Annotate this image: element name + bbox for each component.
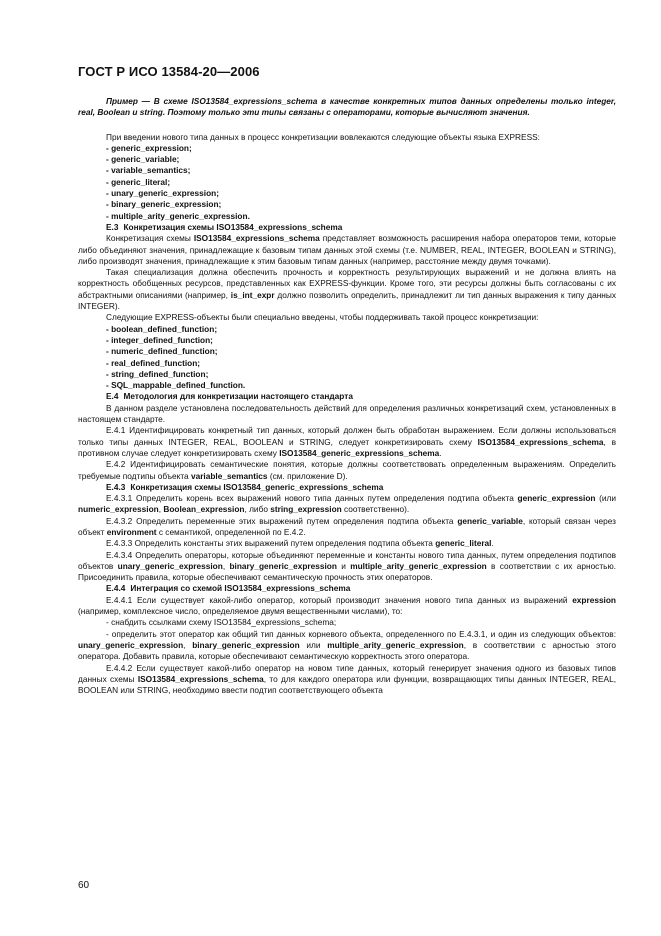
section-heading-e4: E.4 Методология для конкретизации настоящего стандарта xyxy=(106,391,353,402)
example-lead: Пример — xyxy=(106,96,154,106)
example-note xyxy=(78,96,616,119)
list-item: - unary_generic_expression; xyxy=(106,188,219,199)
list-item: - generic_variable; xyxy=(106,154,180,165)
e4-1-paragraph: E.4.1 Идентифицировать конкретный тип данных, который должен быть обработан выражением. Если должны использоваться только типы данных INTEGER, REAL, BOOLEAN и STRING, следует конкретизировать схему ISO13584_expressions_schema, в противном случае следует конкретизировать схему ISO13584_generic_expressions_schema. xyxy=(78,425,616,458)
e4-4-1-list-item-1: - снабдить ссылками схему ISO13584_expressions_schema; xyxy=(106,617,337,628)
e4-4-2-paragraph: E.4.4.2 Если существует какой-либо оператор на новом типе данных, который генерирует значения одного из базовых типов данных схемы ISO13584_expressions_schema, то для каждого оператора или функции, возвращающих типы данных INTEGER, REAL, BOOLEAN или STRING, необходимо ввести подтип соответствующего объекта xyxy=(78,662,617,696)
e4-paragraph-1: В данном разделе установлена последовательность действий для определения различных конкретизаций схем, установленных в настоящем стандарте. xyxy=(78,402,616,425)
list-item: - real_defined_function; xyxy=(106,357,201,368)
list-item: - string_defined_function; xyxy=(106,368,209,379)
e4-3-4-paragraph: E.4.3.4 Определить операторы, которые объединяют переменные и константы нового типа данных, путем определения подтипов объектов unary_generic_expression, binary_generic_expression и multiple_arity_generic_expression в соответствии с их арностью. Присоединить правила, которые обеспечивают семантическую прочность этих операторов. xyxy=(78,549,616,583)
list-item: - multiple_arity_generic_expression. xyxy=(106,210,250,221)
example-text: В схеме ISO13584_expressions_schema в качестве конкретных типов данных определены только integer, real, Boolean и string. Поэтому только эти типы связаны с операторами, которые вычисляют значения. xyxy=(78,96,616,118)
express-objects-list xyxy=(78,143,616,222)
e3-paragraph-2: Такая специализация должна обеспечить прочность и корректность результирующих выражений и не должна влиять на корректность обобщенных ресурсов, представленных как EXPRESS-функции. Кроме того, эти ресурсы должны быть согласованы с их абстрактными описаниями (например, is_int_expr должно позволить определить, принадлежит ли тип данных выражения к типу данных INTEGER). xyxy=(78,267,616,312)
e4-3-1-paragraph: E.4.3.1 Определить корень всех выражений нового типа данных путем определения подтипа объекта generic_expression (или numeric_expression, Boolean_expression, либо string_expression соответственно). xyxy=(78,493,616,515)
intro-paragraph: При введении нового типа данных в процесс конкретизации вовлекаются следующие объекты языка EXPRESS: xyxy=(106,131,540,142)
section-heading-e4-4: E.4.4 Интеграция со схемой ISO13584_expressions_schema xyxy=(106,583,351,594)
list-item: - numeric_defined_function; xyxy=(106,346,218,357)
defined-functions-list xyxy=(78,324,616,392)
section-heading-e3: E.3 Конкретизация схемы ISO13584_expressions_schema xyxy=(106,221,343,232)
list-item: - generic_literal; xyxy=(106,176,171,187)
e3-paragraph-1: Конкретизация схемы ISO13584_expressions_schema представляет возможность расширения набора операторов теми, которые либо объединяют значения, принадлежащие к базовым типам данных этой схемы (т.е. NUMBER, REAL, INTEGER, BOOLEAN и STRING), либо производят значения, принадлежащие к этим базовым типам данных (например, расстояние между двумя точками). xyxy=(78,233,616,266)
section-heading-e4-3: E.4.3 Конкретизация схемы ISO13584_generic_expressions_schema xyxy=(106,481,384,492)
e4-2-paragraph: E.4.2 Идентифицировать семантические понятия, которые должны соответствовать определенным выражениям. Определить требуемые подтипы объекта variable_semantics (см. приложение D). xyxy=(78,459,616,481)
list-item: - binary_generic_expression; xyxy=(106,199,222,210)
page-body xyxy=(78,96,616,696)
list-item: - boolean_defined_function; xyxy=(106,323,218,334)
list-item: - generic_expression; xyxy=(106,142,192,153)
list-item: - integer_defined_function; xyxy=(106,334,213,345)
e4-3-3-paragraph: E.4.3.3 Определить константы этих выражений путем определения подтипа объекта generic_literal. xyxy=(106,538,494,549)
e3-paragraph-3: Следующие EXPRESS-объекты были специально введены, чтобы поддерживать такой процесс конкретизации: xyxy=(106,312,539,323)
list-item: - variable_semantics; xyxy=(106,165,191,176)
list-item: - SQL_mappable_defined_function. xyxy=(106,380,246,391)
e4-3-2-paragraph: E.4.3.2 Определить переменные этих выражений путем определения подтипа объекта generic_variable, который связан через объект environment с семантикой, определенной по E.4.2. xyxy=(78,515,616,537)
e4-4-1-paragraph: E.4.4.1 Если существует какой-либо оператор, который производит значения нового типа данных из выражений expression (например, комплексное число, определяемое двумя вещественными числами), то: xyxy=(78,594,616,617)
page-number: 60 xyxy=(78,880,90,891)
document-header: ГОСТ Р ИСО 13584-20—2006 xyxy=(78,64,260,79)
e4-4-1-list-item-2: - определить этот оператор как общий тип данных корневого объекта, определенного по E.4.3.1, и один из следующих объектов: unary_generic_expression, binary_generic_expression или multiple_arity_generic_expression, в соответствии с арностью этого оператора. Добавить правила, которые обеспечивают семантическую корректность этого оператора. xyxy=(78,628,616,662)
